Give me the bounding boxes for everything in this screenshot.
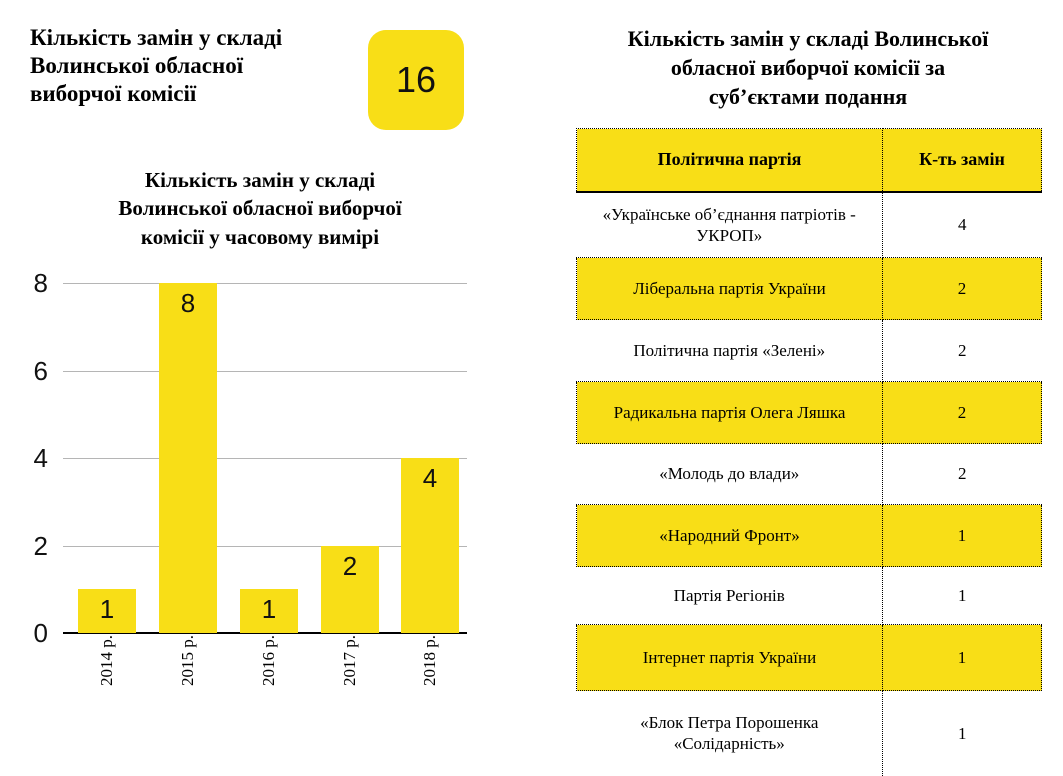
parties-table — [576, 128, 1042, 776]
bar-chart — [0, 0, 531, 775]
party-cell: Ліберальна партія України — [577, 258, 883, 320]
party-cell: Радикальна партія Олега Ляшка — [577, 382, 883, 444]
table-row — [577, 625, 1042, 691]
column-header-count: К-ть замін — [883, 129, 1042, 192]
y-axis-label: 2 — [33, 530, 48, 561]
x-axis-label: 2017 р. — [340, 635, 359, 686]
table-row — [577, 444, 1042, 505]
count-cell: 2 — [883, 320, 1042, 382]
table-row — [577, 567, 1042, 625]
table-row — [577, 192, 1042, 258]
party-cell: «Молодь до влади» — [577, 444, 883, 505]
x-axis-label: 2016 р. — [259, 635, 278, 686]
column-header-party: Політична партія — [577, 129, 883, 192]
table-row — [577, 382, 1042, 444]
gridline — [63, 283, 467, 284]
y-axis-label: 6 — [33, 355, 48, 386]
count-cell: 2 — [883, 258, 1042, 320]
y-axis-label: 4 — [33, 443, 48, 473]
y-axis-label: 8 — [33, 268, 48, 298]
table-row — [577, 691, 1042, 776]
gridline — [63, 371, 467, 372]
table-row — [577, 320, 1042, 382]
x-axis-label: 2015 р. — [178, 635, 197, 686]
page-title-line: Кількість замін у складі — [30, 25, 283, 50]
chart-bar-value-label: 8 — [180, 288, 196, 318]
chart-title-line: комісії у часовому вимірі — [140, 224, 380, 249]
total-count-value: 16 — [395, 59, 437, 100]
count-cell: 1 — [883, 567, 1042, 625]
page-title-line: виборчої комісії — [30, 81, 197, 107]
party-cell: «Народний Фронт» — [577, 505, 883, 567]
table-title-line: суб’єктами подання — [708, 84, 908, 110]
party-cell: «Українське об’єднання патріотів - УКРОП» — [577, 192, 883, 258]
count-cell: 1 — [883, 691, 1042, 776]
table-row — [577, 505, 1042, 567]
x-axis-label: 2018 р. — [420, 635, 439, 686]
party-cell: Партія Регіонів — [577, 567, 883, 625]
chart-bar-value-label: 1 — [99, 594, 115, 625]
table-row — [577, 258, 1042, 320]
chart-bar-value-label: 1 — [261, 594, 277, 625]
chart-title-line: Кількість замін у складі — [144, 168, 376, 192]
table-title — [558, 24, 1058, 111]
table-title-line: обласної виборчої комісії за — [670, 55, 946, 81]
party-cell: «Блок Петра Порошенка «Солідарність» — [577, 691, 883, 776]
count-cell: 1 — [883, 625, 1042, 691]
page-title-line: Волинської обласної — [30, 53, 244, 79]
chart-title-line: Волинської обласної виборчої — [118, 196, 402, 221]
count-cell: 2 — [883, 444, 1042, 505]
count-cell: 4 — [883, 192, 1042, 258]
count-cell: 1 — [883, 505, 1042, 567]
table-header-row — [577, 129, 1042, 192]
chart-bar-value-label: 4 — [422, 463, 438, 493]
chart-bar — [159, 283, 217, 633]
table-title-line: Кількість замін у складі Волинської — [627, 26, 989, 51]
y-axis-label: 0 — [33, 618, 48, 648]
party-cell: Політична партія «Зелені» — [577, 320, 883, 382]
count-cell: 2 — [883, 382, 1042, 444]
party-cell: Інтернет партія України — [577, 625, 883, 691]
x-axis-label: 2014 р. — [97, 635, 116, 686]
chart-bar-value-label: 2 — [342, 550, 358, 581]
